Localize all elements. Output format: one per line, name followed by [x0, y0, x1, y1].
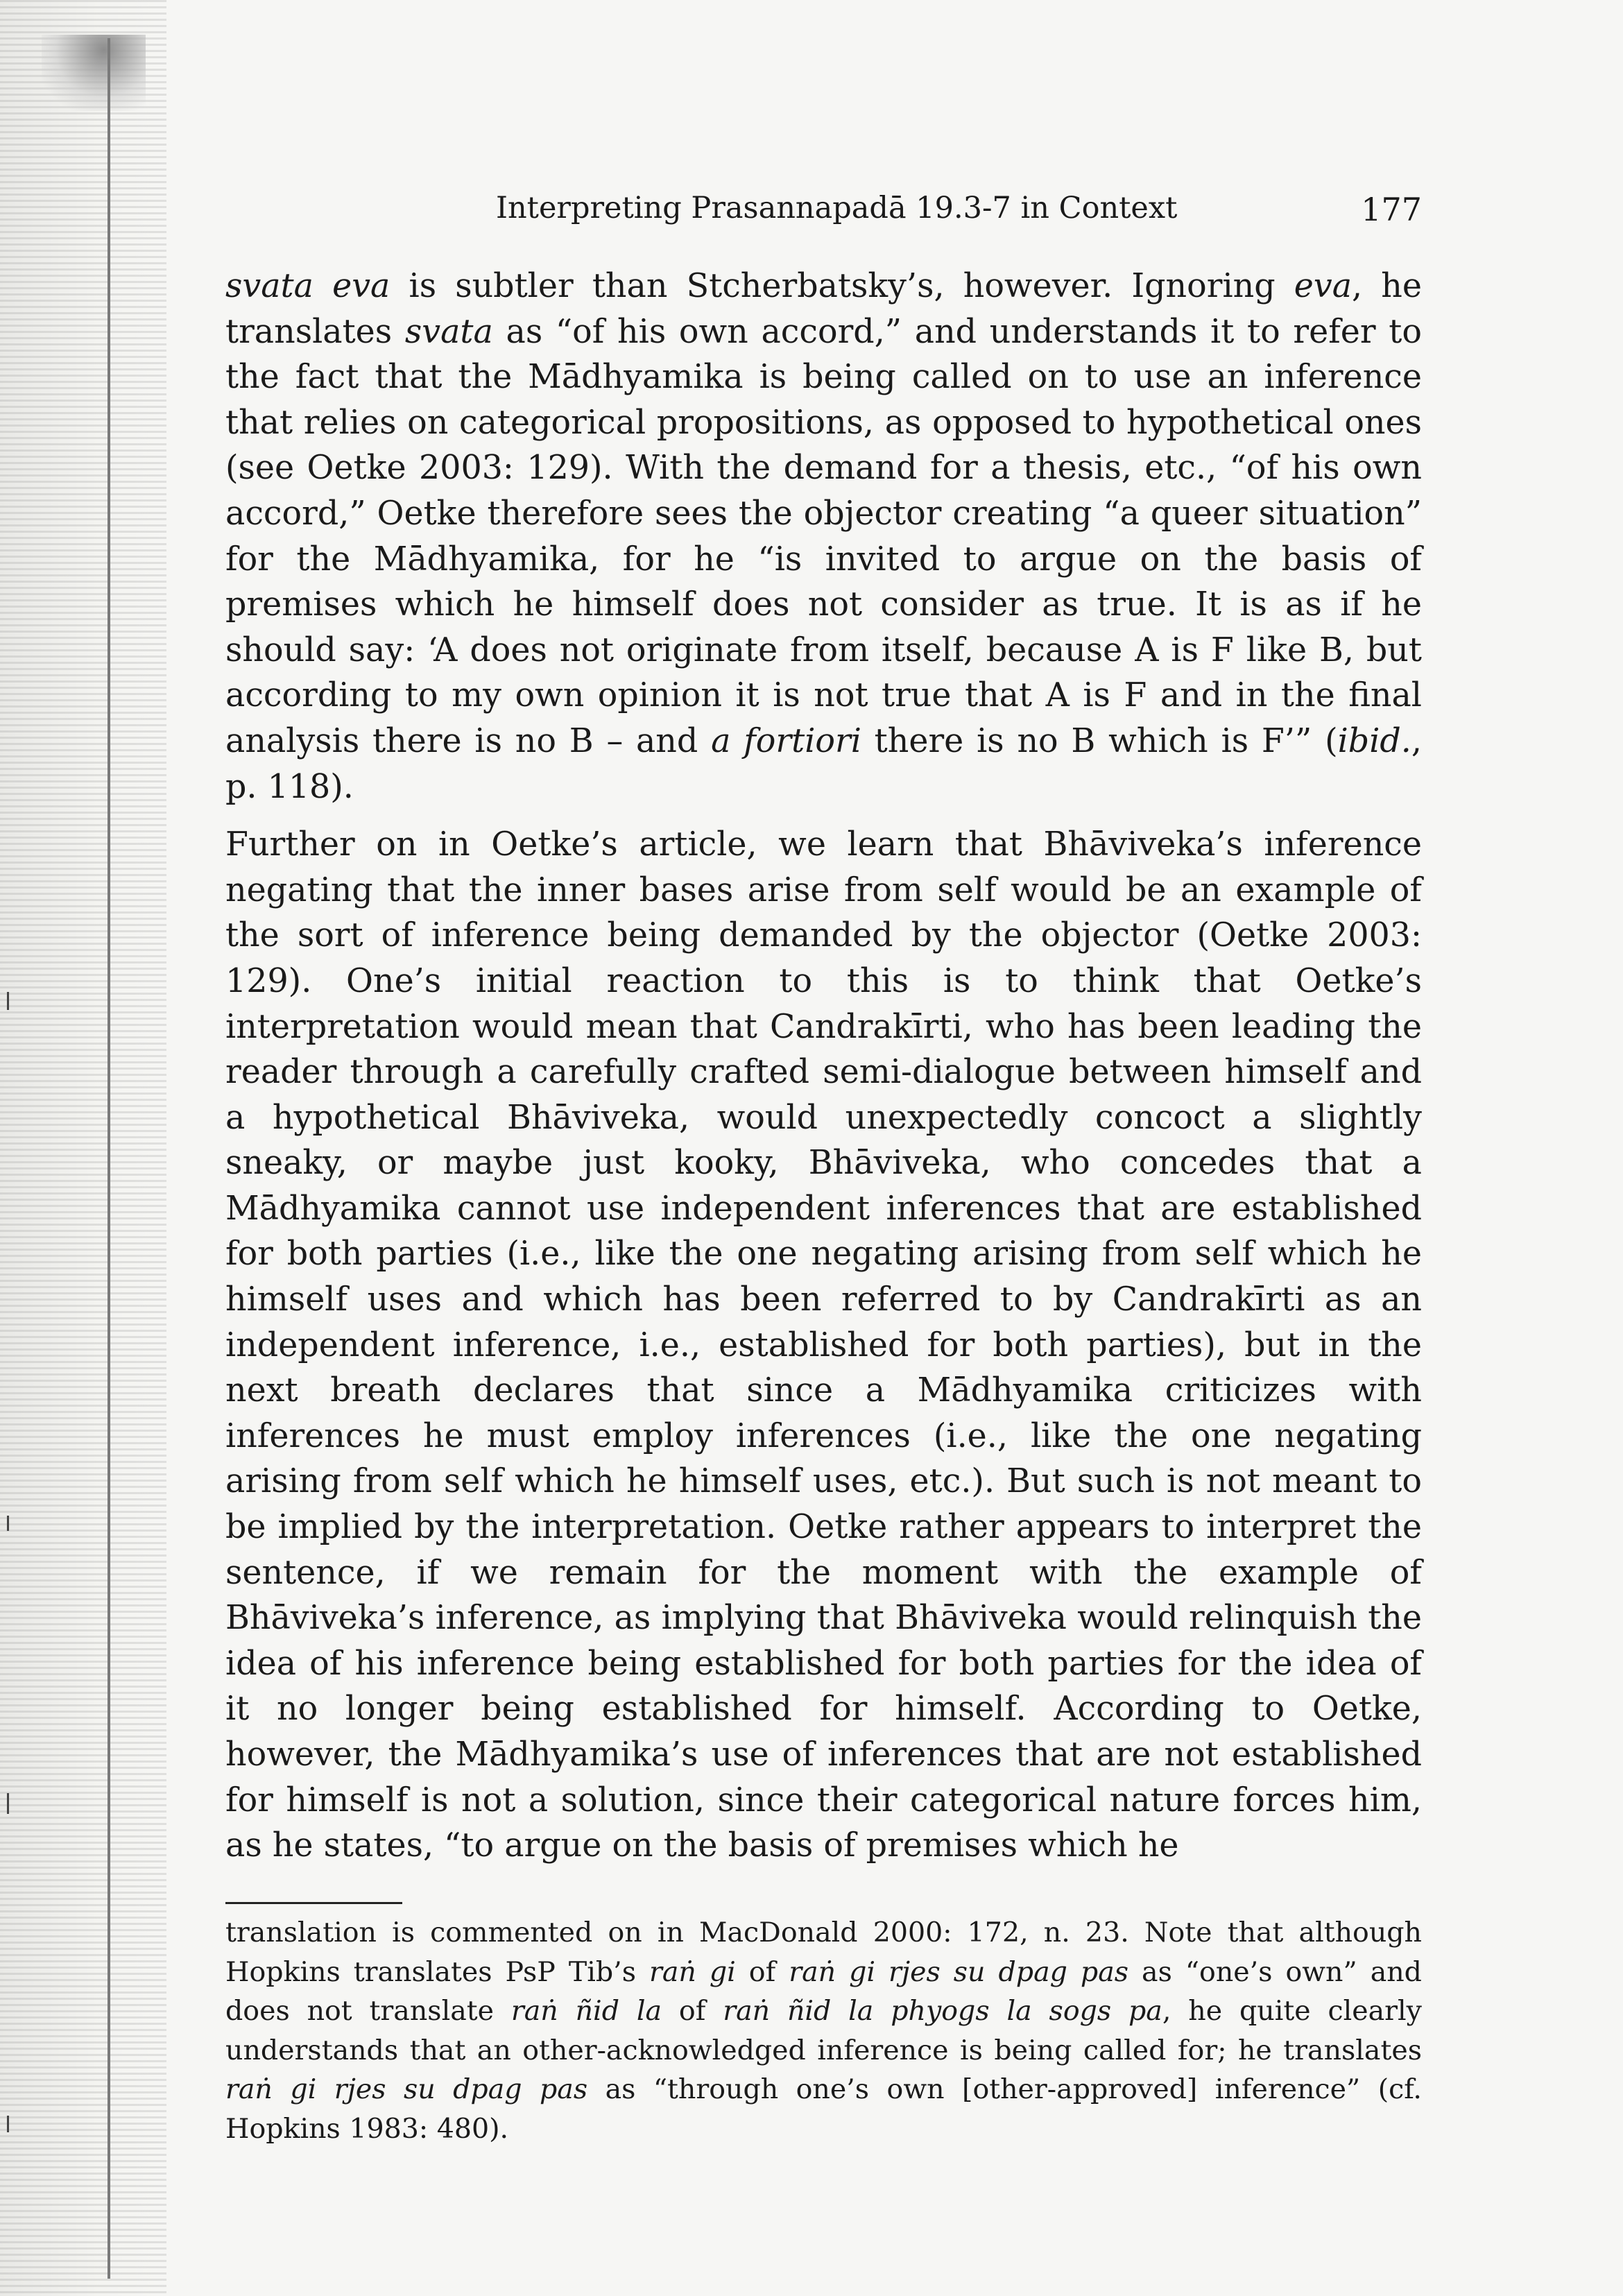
paragraph-1	[225, 264, 1422, 809]
italic-run: svata eva	[225, 267, 390, 305]
italic-run: ibid.	[1337, 721, 1411, 760]
margin-mark	[7, 1516, 9, 1531]
paragraph-2	[225, 822, 1422, 1869]
scan-binding-shadow	[0, 0, 166, 2296]
text-run: of	[662, 1995, 723, 2027]
footnote-rule	[225, 1902, 402, 1904]
italic-run: raṅ gi rjes su dpag pas	[225, 2073, 588, 2105]
text-run: , he translates	[225, 267, 1422, 351]
text-run: of	[735, 1955, 789, 1988]
italic-run: svata	[404, 312, 493, 351]
italic-run: raṅ ñid la phyogs la sogs pa	[723, 1995, 1162, 2027]
text-run: , he quite clearly understands that an other-acknowledged inference is being called for; he translates	[225, 1995, 1422, 2066]
margin-mark	[7, 1793, 9, 1814]
text-run: there is no B which is F’” (	[861, 721, 1338, 760]
text-run: translation is commented on in MacDonald 2000: 172, n. 23. Note that although Hopkins translates PsP Tib’s	[225, 1917, 1422, 1988]
text-run: Further on in Oetke’s article, we learn that Bhāviveka’s inference negating that the inner bases arise from self would be an example of the sort of inference being demanded by the objector (Oetke 2003: 129). One’s initial reaction to this is to think that Oetke’s interpretation would mean that Candrakīrti, who has been leading the reader through a carefully crafted semi-dialogue between himself and a hypothetical Bhāviveka, would unexpectedly concoct a slightly sneaky, or maybe just kooky, Bhāviveka, who concedes that a Mādhyamika cannot use independent inferences that are established for both parties (i.e., like the one negating arising from self which he himself uses and which has been referred to by Candrakīrti as an independent inference, i.e., established for both parties), but in the next breath declares that since a Mādhyamika criticizes with inferences he must employ inferences (i.e., like the one negating arising from self which he himself uses, etc.). But such is not meant to be implied by the interpretation. Oetke rather appears to interpret the sentence, if we remain for the moment with the example of Bhāviveka’s inference, as implying that Bhāviveka would relinquish the idea of his inference being established for both parties for the idea of it no longer being established for himself. According to Oetke, however, the Mādhyamika’s use of inferences that are not established for himself is not a solution, since their categorical nature forces him, as he states, “to argue on the basis of premises which he	[225, 825, 1422, 1865]
main-text	[225, 264, 1422, 1869]
text-run: as “of his own accord,” and understands it to refer to the fact that the Mādhyamika is being called on to use an inference that relies on categorical propositions, as opposed to hypothetical ones (see Oetke 2003: 129). With the demand for a thesis, etc., “of his own accord,” Oetke therefore sees the objector creating “a queer situation” for the Mādhyamika, for he “is invited to argue on the basis of premises which he himself does not consider as true. It is as if he should say: ‘A does not originate from itself, because A is F like B, but according to my own opinion it is not true that A is F and in the final analysis there is no B – and	[225, 312, 1422, 760]
running-title: Interpreting Prasannapadā 19.3-7 in Context	[496, 191, 1178, 225]
margin-mark	[7, 992, 9, 1010]
italic-run: raṅ gi	[649, 1955, 736, 1988]
binding-edge-line	[108, 38, 110, 2279]
scan-corner-smudge	[42, 35, 146, 111]
text-run: as “one’s own” and does not translate	[225, 1955, 1422, 2027]
text-run: is subtler than Stcherbatsky’s, however. Ignoring	[390, 267, 1294, 305]
italic-run: a fortiori	[711, 721, 861, 760]
text-run: as “through one’s own [other-approved] inference” (cf. Hopkins 1983: 480).	[225, 2073, 1422, 2145]
margin-mark	[7, 2116, 9, 2132]
italic-run: raṅ ñid la	[510, 1995, 662, 2027]
text-run: , p. 118).	[225, 721, 1423, 806]
page-number: 177	[1361, 191, 1422, 228]
italic-run: raṅ gi rjes su dpag pas	[789, 1955, 1129, 1988]
page-header	[225, 191, 1422, 246]
italic-run: eva	[1294, 267, 1352, 305]
footnote	[225, 1913, 1422, 2148]
